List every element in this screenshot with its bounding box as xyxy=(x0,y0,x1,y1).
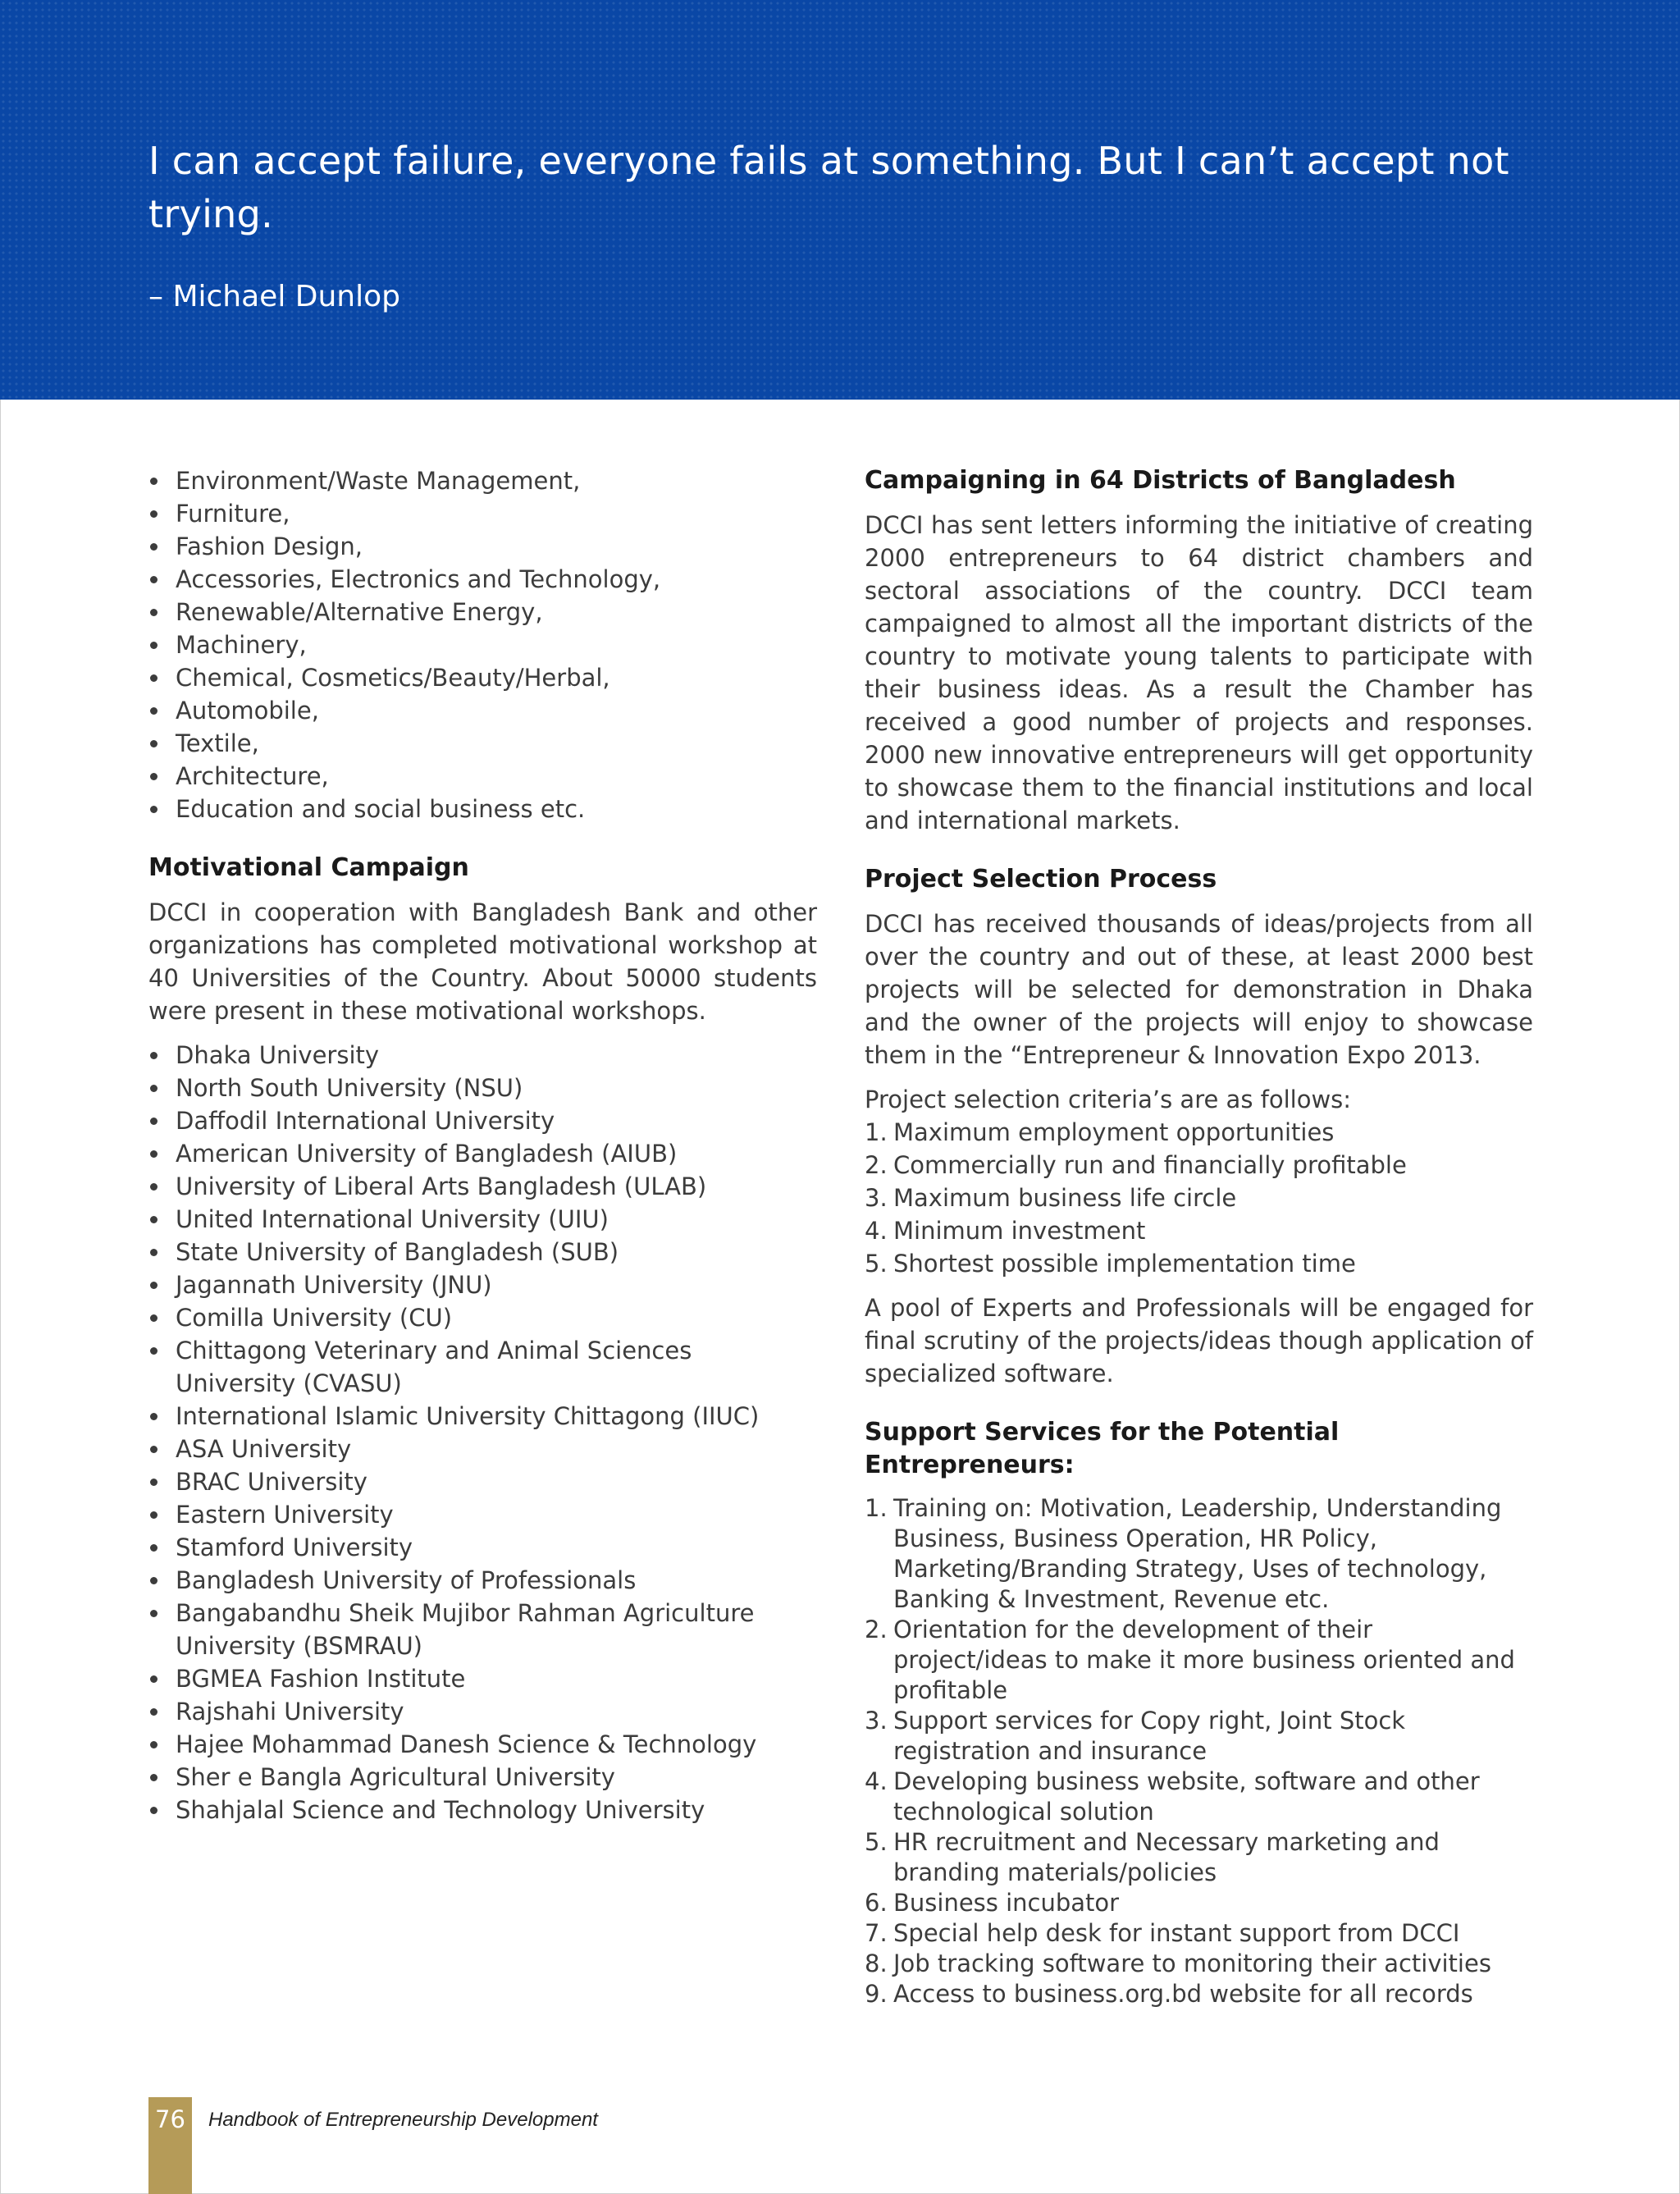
left-column xyxy=(148,464,817,1826)
list-number: 7. xyxy=(865,1919,888,1947)
sector-item: Furniture, xyxy=(148,497,817,530)
list-number: 3. xyxy=(865,1707,888,1735)
university-item: United International University (UIU) xyxy=(148,1203,817,1236)
university-item: International Islamic University Chittagong (IIUC) xyxy=(148,1400,817,1433)
sector-item: Renewable/Alternative Energy, xyxy=(148,596,817,628)
project-selection-text: DCCI has received thousands of ideas/projects from all over the country and out of these, at least 2000 best projects will be selected for demonstration in Dhaka and the owner of the projects will enjoy to showcase them in the “Entrepreneur & Innovation Expo 2013. xyxy=(865,910,1533,1069)
university-item: Comilla University (CU) xyxy=(148,1301,817,1334)
university-item: University of Liberal Arts Bangladesh (ULAB) xyxy=(148,1170,817,1203)
university-item: Bangladesh University of Professionals xyxy=(148,1564,817,1597)
list-number: 6. xyxy=(865,1889,888,1917)
university-item: Stamford University xyxy=(148,1531,817,1564)
list-item-text: Special help desk for instant support from DCCI xyxy=(893,1919,1460,1947)
criteria-intro: Project selection criteria’s are as follows: xyxy=(865,1086,1352,1113)
list-item-text: Job tracking software to monitoring their activities xyxy=(893,1949,1491,1977)
list-number: 9. xyxy=(865,1980,888,2008)
university-item: ASA University xyxy=(148,1433,817,1465)
sector-item: Environment/Waste Management, xyxy=(148,464,817,497)
list-number: 8. xyxy=(865,1949,888,1977)
list-number: 4. xyxy=(865,1767,888,1795)
university-item: Chittagong Veterinary and Animal Sciences University (CVASU) xyxy=(148,1334,817,1400)
university-item: BGMEA Fashion Institute xyxy=(148,1662,817,1695)
university-item: State University of Bangladesh (SUB) xyxy=(148,1236,817,1268)
support-service-item xyxy=(865,1949,1533,1979)
list-item-text: Minimum investment xyxy=(893,1217,1146,1245)
footer-book-title: Handbook of Entrepreneurship Development xyxy=(208,2109,598,2131)
list-item-text: Developing business website, software and other technological solution xyxy=(893,1767,1480,1826)
list-number: 1. xyxy=(865,1494,888,1522)
support-service-item xyxy=(865,1706,1533,1767)
university-item: Eastern University xyxy=(148,1498,817,1531)
sector-item: Textile, xyxy=(148,727,817,760)
quote-banner xyxy=(0,0,1680,400)
campaigning-districts-text: DCCI has sent letters informing the initiative of creating 2000 entrepreneurs to 64 district chambers and sectoral associations of the country. DCCI team campaigned to almost all the important districts of the country to motivate young talents to participate with their business ideas. As a result the Chamber has received a good number of projects and responses. 2000 new innovative entrepreneurs will get opportunity to showcase them to the financial institutions and local and international markets. xyxy=(865,511,1533,834)
motivational-campaign-heading: Motivational Campaign xyxy=(148,853,469,882)
university-item: Jagannath University (JNU) xyxy=(148,1268,817,1301)
sector-item: Architecture, xyxy=(148,760,817,793)
list-number: 3. xyxy=(865,1184,888,1212)
criteria-item xyxy=(865,1149,1533,1182)
support-service-item xyxy=(865,1767,1533,1827)
university-item: North South University (NSU) xyxy=(148,1072,817,1104)
criteria-item xyxy=(865,1116,1533,1149)
list-number: 1. xyxy=(865,1118,888,1146)
project-selection-heading: Project Selection Process xyxy=(865,865,1217,894)
list-number: 5. xyxy=(865,1828,888,1856)
right-column xyxy=(865,464,1533,2009)
university-item: Shahjalal Science and Technology University xyxy=(148,1794,817,1826)
list-number: 4. xyxy=(865,1217,888,1245)
university-item: American University of Bangladesh (AIUB) xyxy=(148,1137,817,1170)
quote-text: I can accept failure, everyone fails at something. But I can’t accept not trying. xyxy=(148,139,1509,236)
list-number: 2. xyxy=(865,1616,888,1643)
criteria-item xyxy=(865,1214,1533,1247)
university-item: Hajee Mohammad Danesh Science & Technology xyxy=(148,1728,817,1761)
list-number: 2. xyxy=(865,1151,888,1179)
page-number: 76 xyxy=(155,2105,185,2133)
experts-text: A pool of Experts and Professionals will be engaged for final scrutiny of the projects/ideas though application of specialized software. xyxy=(865,1294,1533,1387)
list-item-text: Support services for Copy right, Joint Stock registration and insurance xyxy=(893,1707,1406,1765)
list-item-text: Shortest possible implementation time xyxy=(893,1250,1356,1278)
list-item-text: HR recruitment and Necessary marketing and branding materials/policies xyxy=(893,1828,1440,1886)
sector-item: Education and social business etc. xyxy=(148,793,817,825)
university-item: Bangabandhu Sheik Mujibor Rahman Agriculture University (BSMRAU) xyxy=(148,1597,817,1662)
university-item: Dhaka University xyxy=(148,1039,817,1072)
support-service-item xyxy=(865,1918,1533,1949)
support-service-item xyxy=(865,1615,1533,1706)
sector-item: Fashion Design, xyxy=(148,530,817,563)
criteria-list xyxy=(865,1116,1533,1280)
university-item: Daffodil International University xyxy=(148,1104,817,1137)
list-item-text: Maximum business life circle xyxy=(893,1184,1237,1212)
sector-list xyxy=(148,464,817,825)
quote-author: – Michael Dunlop xyxy=(148,280,401,313)
list-item-text: Orientation for the development of their project/ideas to make it more business oriented and profitable xyxy=(893,1616,1515,1704)
criteria-item xyxy=(865,1182,1533,1214)
list-item-text: Maximum employment opportunities xyxy=(893,1118,1335,1146)
sector-item: Chemical, Cosmetics/Beauty/Herbal, xyxy=(148,661,817,694)
sector-item: Accessories, Electronics and Technology, xyxy=(148,563,817,596)
list-item-text: Access to business.org.bd website for all records xyxy=(893,1980,1473,2008)
criteria-item xyxy=(865,1247,1533,1280)
list-item-text: Commercially run and financially profitable xyxy=(893,1151,1407,1179)
university-list xyxy=(148,1039,817,1826)
university-item: Rajshahi University xyxy=(148,1695,817,1728)
motivational-campaign-text: DCCI in cooperation with Bangladesh Bank and other organizations has completed motivational workshop at 40 Universities of the Country. About 50000 students were present in these motivational workshops. xyxy=(148,898,817,1025)
university-item: Sher e Bangla Agricultural University xyxy=(148,1761,817,1794)
campaigning-districts-heading: Campaigning in 64 Districts of Bangladesh xyxy=(865,466,1456,495)
sector-item: Automobile, xyxy=(148,694,817,727)
list-item-text: Business incubator xyxy=(893,1889,1120,1917)
support-service-item xyxy=(865,1888,1533,1918)
sector-item: Machinery, xyxy=(148,628,817,661)
support-service-item xyxy=(865,1493,1533,1615)
support-services-list xyxy=(865,1493,1533,2009)
support-service-item xyxy=(865,1979,1533,2009)
list-number: 5. xyxy=(865,1250,888,1278)
university-item: BRAC University xyxy=(148,1465,817,1498)
support-service-item xyxy=(865,1827,1533,1888)
support-services-heading: Support Services for the Potential Entrepreneurs: xyxy=(865,1418,1340,1479)
list-item-text: Training on: Motivation, Leadership, Understanding Business, Business Operation, HR Policy, Marketing/Branding Strategy, Uses of technology, Banking & Investment, Revenue etc. xyxy=(893,1494,1502,1613)
